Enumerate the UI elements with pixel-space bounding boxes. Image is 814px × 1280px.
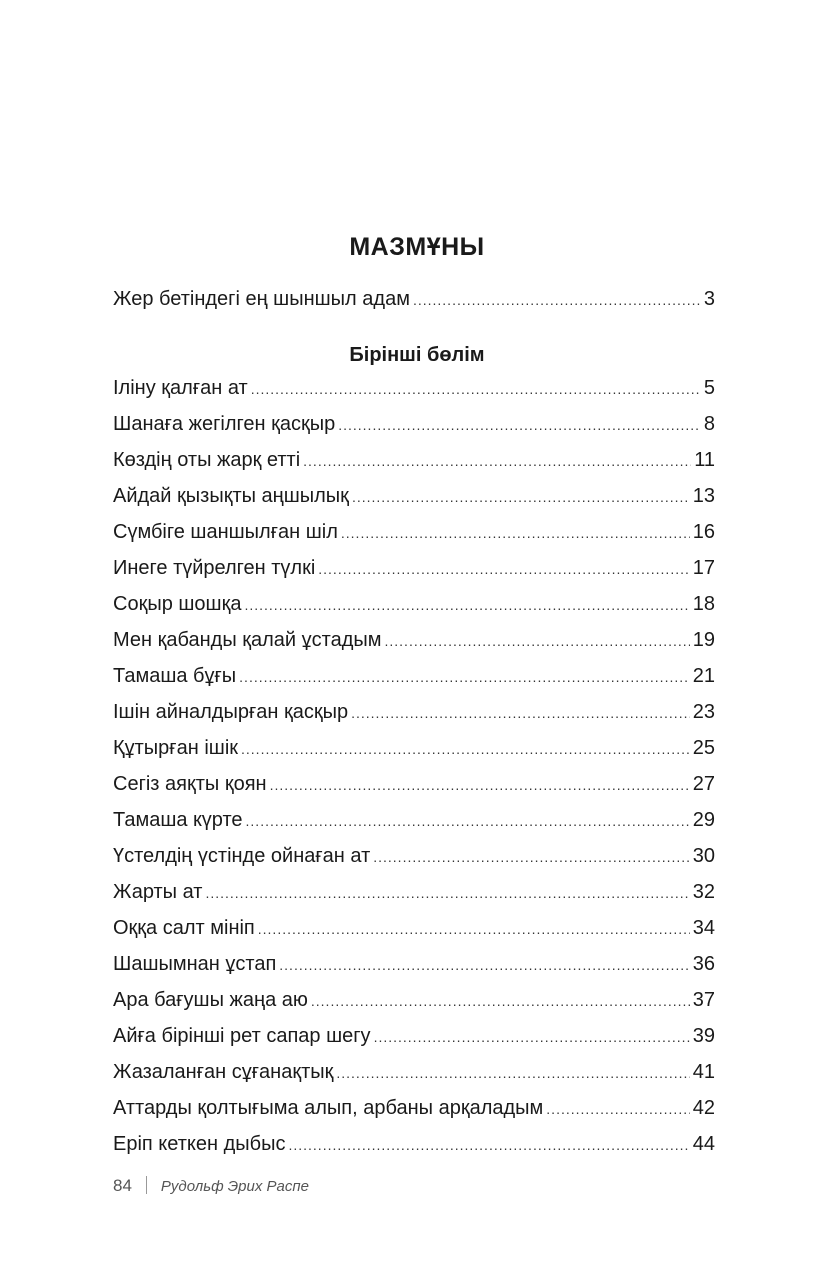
- toc-entry-title: Еріп кеткен дыбыс: [113, 1133, 286, 1155]
- toc-entry-title: Шанаға жегілген қасқыр: [113, 413, 336, 435]
- dot-leader: [374, 1019, 690, 1055]
- toc-row: [113, 622, 715, 658]
- toc-row: [113, 766, 715, 802]
- page-footer: [113, 1175, 309, 1198]
- toc-row: [113, 1090, 715, 1126]
- toc-entry-page: 39: [692, 1025, 715, 1047]
- dot-leader: [279, 947, 689, 983]
- toc-entry-title: Жер бетіндегі ең шыншыл адам: [113, 288, 410, 310]
- dot-leader: [241, 731, 690, 767]
- toc-row: [113, 442, 715, 478]
- toc-row: [113, 982, 715, 1018]
- toc-entry-page: 44: [692, 1133, 715, 1155]
- dot-leader: [239, 659, 690, 695]
- toc-row: [113, 838, 715, 874]
- toc-entry-page: 34: [692, 917, 715, 939]
- toc-row: [113, 370, 715, 406]
- toc-entry-title: Тамаша күрте: [113, 809, 243, 831]
- toc-entry-title: Ішін айналдырған қасқыр: [113, 701, 349, 723]
- toc-entry-page: 5: [703, 377, 715, 399]
- toc-entry-page: 8: [703, 413, 715, 435]
- toc-entry-title: Инеге түйрелген түлкі: [113, 557, 316, 579]
- toc-entry-page: 21: [692, 665, 715, 687]
- dot-leader: [546, 1091, 689, 1127]
- toc-entry-title: Тамаша бұғы: [113, 665, 237, 687]
- dot-leader: [258, 911, 690, 947]
- toc-entry-page: 41: [692, 1061, 715, 1083]
- dot-leader: [311, 983, 690, 1019]
- toc-row: [113, 730, 715, 766]
- dot-leader: [413, 282, 701, 318]
- toc-list: [113, 370, 715, 1162]
- toc-entry-title: Жарты ат: [113, 881, 203, 903]
- toc-entry-title: Шашымнан ұстап: [113, 953, 277, 975]
- toc-row: [113, 910, 715, 946]
- toc-row: [113, 514, 715, 550]
- toc-row: [113, 1018, 715, 1054]
- toc-entry-page: 37: [692, 989, 715, 1011]
- footer-divider: [146, 1176, 147, 1194]
- toc-entry-title: Сегіз аяқты қоян: [113, 773, 267, 795]
- toc-entry-page: 42: [692, 1097, 715, 1119]
- toc-entry-page: 19: [692, 629, 715, 651]
- toc-entry-page: 29: [692, 809, 715, 831]
- dot-leader: [251, 371, 701, 407]
- toc-row: [113, 658, 715, 694]
- dot-leader: [205, 875, 689, 911]
- toc-entry-page: 11: [694, 449, 715, 471]
- toc-entry-title: Іліну қалған ат: [113, 377, 248, 399]
- toc-row: [113, 586, 715, 622]
- toc-row: [113, 694, 715, 730]
- section-heading: Бірінші бөлім: [349, 344, 485, 366]
- toc-row: [113, 1054, 715, 1090]
- dot-leader: [351, 695, 690, 731]
- toc-entry-title: Оққа салт мініп: [113, 917, 255, 939]
- page-number: 84: [113, 1176, 132, 1195]
- toc-row: [113, 406, 715, 442]
- toc-row: [113, 281, 715, 317]
- running-author: Рудольф Эрих Распе: [160, 1178, 309, 1195]
- toc-entry-title: Құтырған ішік: [113, 737, 239, 759]
- dot-leader: [318, 551, 689, 587]
- toc-entry-page: 36: [692, 953, 715, 975]
- toc-entry-title: Үстелдің үстінде ойнаған ат: [113, 845, 371, 867]
- toc-entry-page: 30: [692, 845, 715, 867]
- dot-leader: [270, 767, 690, 803]
- toc-entry-page: 3: [703, 288, 715, 310]
- toc-entry-title: Көздің оты жарқ етті: [113, 449, 301, 471]
- toc-entry-title: Жазаланған сұғанақтық: [113, 1061, 334, 1083]
- dot-leader: [244, 587, 689, 623]
- dot-leader: [373, 839, 690, 875]
- page-title: МАЗМҰНЫ: [349, 233, 485, 261]
- toc-row: [113, 874, 715, 910]
- dot-leader: [288, 1127, 689, 1163]
- toc-row: [113, 550, 715, 586]
- dot-leader: [341, 515, 690, 551]
- toc-entry-page: 17: [692, 557, 715, 579]
- dot-leader: [336, 1055, 689, 1091]
- toc-entry-page: 13: [692, 485, 715, 507]
- toc-entry-title: Соқыр шошқа: [113, 593, 242, 615]
- toc-entry-title: Айға бірінші рет сапар шегу: [113, 1025, 371, 1047]
- toc-entry-title: Ара бағушы жаңа аю: [113, 989, 308, 1011]
- toc-entry-title: Сүмбіге шаншылған шіл: [113, 521, 338, 543]
- toc-entry-title: Аттарды қолтығыма алып, арбаны арқаладым: [113, 1097, 544, 1119]
- toc-entry-page: 32: [692, 881, 715, 903]
- toc-intro-entry: [113, 281, 715, 317]
- toc-row: [113, 802, 715, 838]
- toc-entry-page: 16: [692, 521, 715, 543]
- toc-entry-title: Айдай қызықты аңшылық: [113, 485, 349, 507]
- toc-entry-page: 18: [692, 593, 715, 615]
- toc-row: [113, 478, 715, 514]
- dot-leader: [338, 407, 701, 443]
- toc-entry-page: 27: [692, 773, 715, 795]
- toc-entry-title: Мен қабанды қалай ұстадым: [113, 629, 382, 651]
- dot-leader: [246, 803, 690, 839]
- dot-leader: [385, 623, 690, 659]
- toc-row: [113, 946, 715, 982]
- dot-leader: [352, 479, 690, 515]
- dot-leader: [303, 443, 691, 479]
- toc-entry-page: 23: [692, 701, 715, 723]
- toc-row: [113, 1126, 715, 1162]
- toc-entry-page: 25: [692, 737, 715, 759]
